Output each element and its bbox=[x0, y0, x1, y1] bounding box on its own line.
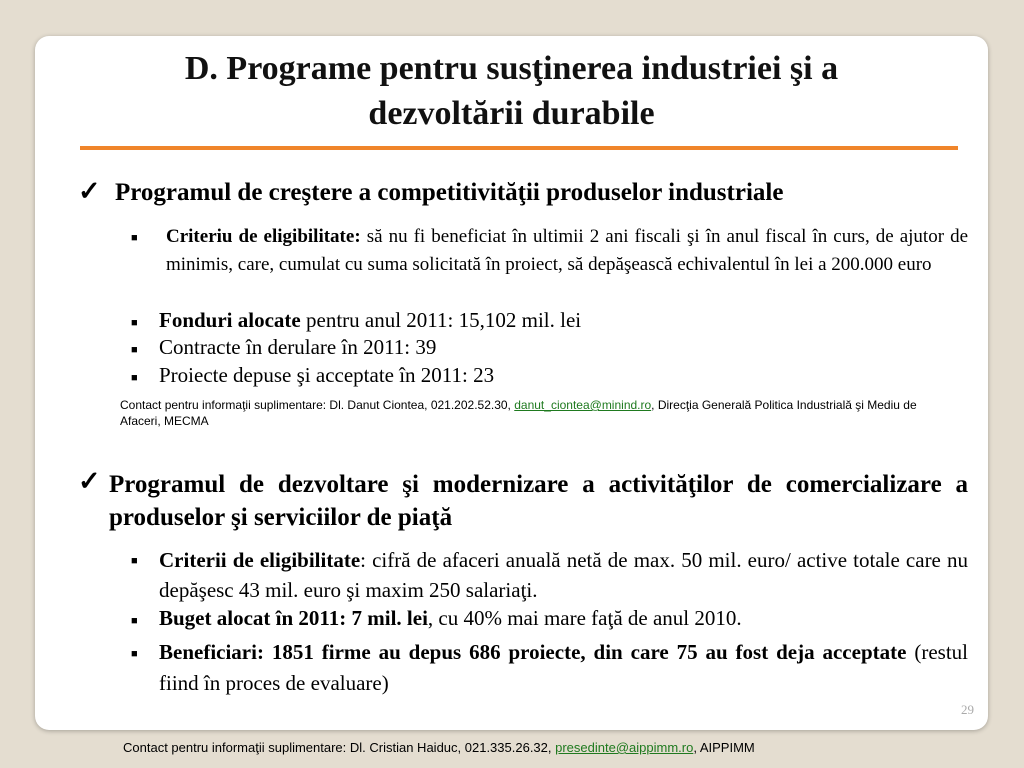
contact-text: Contact pentru informaţii suplimentare: Dl. Danut Ciontea, 021.202.52.30, bbox=[120, 398, 515, 412]
footer-contact bbox=[123, 740, 755, 755]
criteriu-item bbox=[166, 223, 968, 279]
section1-contact bbox=[120, 397, 940, 429]
footer-text: Contact pentru informaţii suplimentare: Dl. Cristian Haiduc, 021.335.26.32, bbox=[123, 740, 556, 755]
slide-title bbox=[35, 46, 988, 136]
slide bbox=[35, 36, 988, 730]
buget-label: Buget alocat în 2011: 7 mil. lei bbox=[159, 606, 428, 630]
fonduri-text: pentru anul 2011: 15,102 mil. lei bbox=[300, 308, 582, 332]
fonduri-label: Fonduri alocate bbox=[159, 308, 301, 332]
title-line-1: D. Programe pentru susţinerea industriei şi a bbox=[184, 50, 839, 87]
checkmark-icon: ✓ bbox=[78, 176, 101, 206]
title-divider bbox=[80, 146, 958, 150]
beneficiari-text: (restul fiind în proces de evaluare) bbox=[159, 640, 968, 695]
beneficiari-item bbox=[159, 637, 968, 699]
criteriu-text: să nu fi beneficiat în ultimii 2 ani fiscali şi în anul fiscal în curs, de ajutor de minimis, care, cumulat cu suma solicitată în proiect, să depăşească echivalentul în lei a 200.000 euro bbox=[166, 226, 969, 275]
criterii-text: : cifră de afaceri anuală netă de max. 50 mil. euro/ active totale care nu depăşesc 43 mil. euro şi maxim 250 salariaţi. bbox=[159, 548, 968, 602]
criteriu-label: Criteriu de eligibilitate: bbox=[166, 226, 361, 247]
buget-text: , cu 40% mai mare faţă de anul 2010. bbox=[427, 606, 742, 630]
square-bullet-icon: ■ bbox=[131, 648, 138, 660]
buget-item bbox=[159, 605, 742, 632]
checkmark-icon: ✓ bbox=[78, 466, 101, 496]
contracte-item: Contracte în derulare în 2011: 39 bbox=[159, 335, 437, 359]
square-bullet-icon: ■ bbox=[131, 372, 138, 384]
square-bullet-icon: ■ bbox=[131, 344, 138, 356]
section1-heading: Programul de creştere a competitivităţii produselor industriale bbox=[115, 179, 784, 206]
beneficiari-label: Beneficiari: 1851 firme au depus 686 proiecte, din care 75 au fost deja acceptate bbox=[159, 640, 907, 664]
footer-email-link[interactable]: presedinte@aippimm.ro bbox=[555, 740, 694, 755]
square-bullet-icon: ■ bbox=[131, 555, 138, 567]
square-bullet-icon: ■ bbox=[131, 615, 138, 627]
title-line-2: dezvoltării durabile bbox=[368, 95, 655, 132]
footer-text-end: , AIPPIMM bbox=[693, 740, 755, 755]
criterii-item bbox=[159, 545, 968, 605]
proiecte-item: Proiecte depuse şi acceptate în 2011: 23 bbox=[159, 363, 495, 387]
page-number: 29 bbox=[961, 702, 974, 717]
contact-text-end: , Direcţia Generală Politica Industrială şi Mediu de Afaceri, MECMA bbox=[120, 398, 917, 428]
square-bullet-icon: ■ bbox=[131, 317, 138, 329]
fonduri-item bbox=[159, 307, 581, 334]
square-bullet-icon: ■ bbox=[131, 232, 138, 244]
section2-heading: Programul de dezvoltare şi modernizare a activităţilor de comercializare a produselor şi serviciilor de piaţă bbox=[109, 471, 968, 531]
criterii-label: Criterii de eligibilitate bbox=[159, 548, 361, 572]
contact-email-link[interactable]: danut_ciontea@minind.ro bbox=[514, 398, 652, 412]
